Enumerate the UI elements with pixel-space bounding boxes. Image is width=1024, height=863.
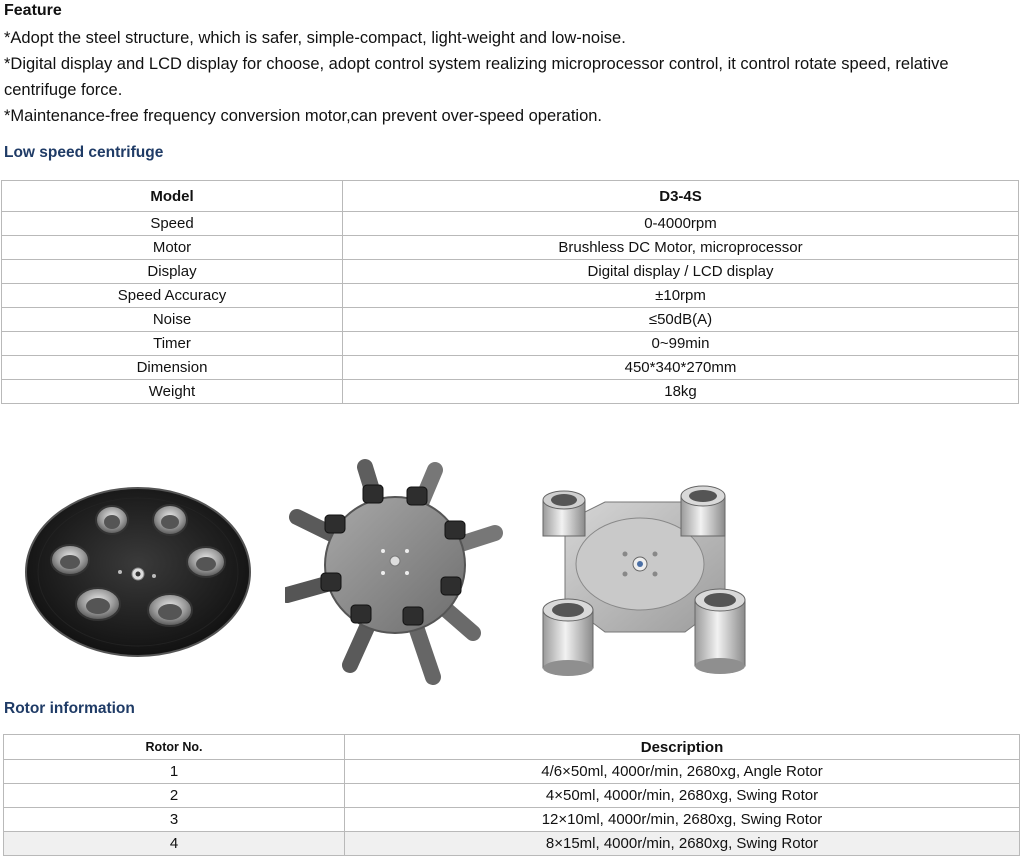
- swing-bucket-rotor-photo: [535, 482, 755, 682]
- table-row: [4, 784, 1020, 808]
- table-row: [2, 284, 1019, 308]
- table-row: [4, 832, 1020, 856]
- rotor-header-description: Description: [345, 735, 1020, 760]
- spec-label: Speed Accuracy: [2, 284, 343, 308]
- rotor-description: 8×15ml, 4000r/min, 2680xg, Swing Rotor: [345, 832, 1020, 856]
- feature-line-2: *Digital display and LCD display for choose, adopt control system realizing microprocessor control, it control rotate speed, relative: [4, 55, 949, 73]
- rotor-header-no: Rotor No.: [4, 735, 345, 760]
- table-row: [2, 308, 1019, 332]
- spec-header-row: [2, 181, 1019, 212]
- spec-value: 0~99min: [343, 332, 1019, 356]
- spec-label: Motor: [2, 236, 343, 260]
- feature-line-4: *Maintenance-free frequency conversion motor,can prevent over-speed operation.: [4, 107, 603, 125]
- spec-value: Digital display / LCD display: [343, 260, 1019, 284]
- spec-label: Timer: [2, 332, 343, 356]
- feature-line-1: *Adopt the steel structure, which is safer, simple-compact, light-weight and low-noise.: [4, 29, 626, 47]
- spec-header-model: Model: [2, 181, 343, 212]
- rotor-section-title: Rotor information: [4, 700, 135, 717]
- rotor-description: 4/6×50ml, 4000r/min, 2680xg, Angle Rotor: [345, 760, 1020, 784]
- rotor-description: 4×50ml, 4000r/min, 2680xg, Swing Rotor: [345, 784, 1020, 808]
- rotor-no: 3: [4, 808, 345, 832]
- tube-rotor-photo: [285, 455, 510, 685]
- rotor-no: 1: [4, 760, 345, 784]
- feature-line-3: centrifuge force.: [4, 81, 123, 99]
- spec-value: 450*340*270mm: [343, 356, 1019, 380]
- rotor-no: 4: [4, 832, 345, 856]
- feature-title: Feature: [4, 2, 62, 19]
- table-row: [4, 760, 1020, 784]
- table-row: [2, 236, 1019, 260]
- spec-value: 0-4000rpm: [343, 212, 1019, 236]
- spec-table: [1, 180, 1019, 404]
- spec-value: ≤50dB(A): [343, 308, 1019, 332]
- angle-rotor-photo: [20, 480, 255, 665]
- table-row: [4, 808, 1020, 832]
- table-row: [2, 260, 1019, 284]
- rotor-header-row: [4, 735, 1020, 760]
- spec-label: Dimension: [2, 356, 343, 380]
- table-row: [2, 380, 1019, 404]
- spec-value: Brushless DC Motor, microprocessor: [343, 236, 1019, 260]
- spec-label: Speed: [2, 212, 343, 236]
- rotor-table: [3, 734, 1020, 856]
- spec-section-title: Low speed centrifuge: [4, 144, 164, 161]
- table-row: [2, 212, 1019, 236]
- rotor-no: 2: [4, 784, 345, 808]
- table-row: [2, 356, 1019, 380]
- spec-label: Weight: [2, 380, 343, 404]
- rotor-description: 12×10ml, 4000r/min, 2680xg, Swing Rotor: [345, 808, 1020, 832]
- spec-value: 18kg: [343, 380, 1019, 404]
- spec-label: Noise: [2, 308, 343, 332]
- spec-header-value: D3-4S: [343, 181, 1019, 212]
- table-row: [2, 332, 1019, 356]
- spec-label: Display: [2, 260, 343, 284]
- spec-value: ±10rpm: [343, 284, 1019, 308]
